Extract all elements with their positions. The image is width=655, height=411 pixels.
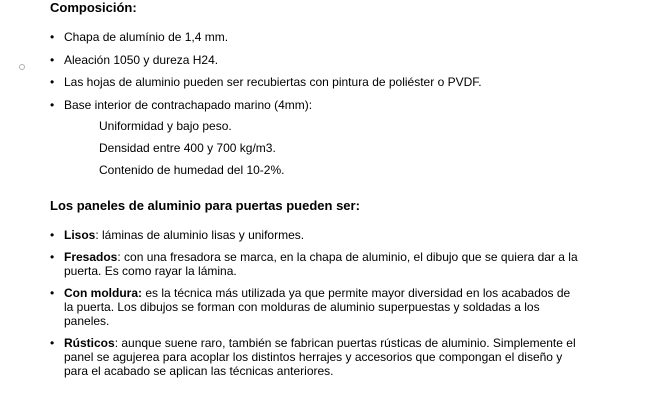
sub-list-item: Contenido de humedad del 10-2%. — [99, 163, 285, 177]
bullet-icon: • — [50, 250, 55, 264]
panel-type-term: Con moldura: — [64, 286, 142, 300]
panel-type-description: : láminas de aluminio lisas y uniformes. — [95, 228, 305, 242]
list-item — [50, 75, 630, 98]
panel-type-term: Lisos — [64, 228, 96, 242]
panel-type-description: : aunque suene raro, también se fabrican puertas rústicas de aluminio. Simplemente el panel se agujerea para acoplar los distintos herrajes y accesorios que compongan el diseño y para el acabado se aplican las técnicas anteriores. — [64, 336, 576, 378]
bullet-icon: • — [50, 75, 55, 89]
bullet-icon: • — [50, 97, 55, 112]
sub-list-item: Uniformidad y bajo peso. — [99, 119, 232, 133]
bullet-icon: • — [50, 336, 55, 350]
list-item-text: Las hojas de aluminio pueden ser recubiertas con pintura de poliéster o PVDF. — [64, 75, 482, 89]
bullet-icon: • — [50, 286, 55, 300]
panel-types-heading: Los paneles de aluminio para puertas pueden ser: — [50, 198, 360, 213]
plywood-properties-list — [99, 119, 284, 185]
composition-heading: Composición: — [50, 0, 137, 15]
list-item — [50, 250, 582, 278]
list-item — [50, 53, 630, 76]
sub-list-item: Densidad entre 400 y 700 kg/m3. — [99, 141, 276, 155]
list-item — [50, 286, 582, 328]
bullet-icon: • — [50, 30, 55, 44]
list-item — [50, 30, 630, 53]
list-item — [50, 336, 582, 378]
list-item-text: Chapa de alumínio de 1,4 mm. — [64, 30, 229, 44]
panel-types-list — [50, 228, 582, 386]
panel-type-description: : con una fresadora se marca, en la chapa de aluminio, el dibujo que se quiera dar a la puerta. Es como rayar la lámina. — [64, 250, 578, 278]
list-item — [50, 228, 582, 242]
composition-list — [50, 30, 630, 120]
panel-type-description: es la técnica más utilizada ya que permite mayor diversidad en los acabados de la puerta. Los dibujos se forman con molduras de aluminio superpuestas y soldadas a los paneles. — [64, 286, 571, 328]
bullet-icon: • — [50, 52, 55, 67]
list-item — [50, 98, 630, 121]
list-item-text: Base interior de contrachapado marino (4mm): — [64, 97, 313, 112]
panel-type-term: Rústicos — [64, 336, 115, 350]
margin-circle-icon — [19, 64, 25, 70]
panel-type-term: Fresados — [64, 250, 118, 264]
list-item-text: Aleación 1050 y dureza H24. — [64, 52, 219, 67]
bullet-icon: • — [50, 228, 55, 242]
